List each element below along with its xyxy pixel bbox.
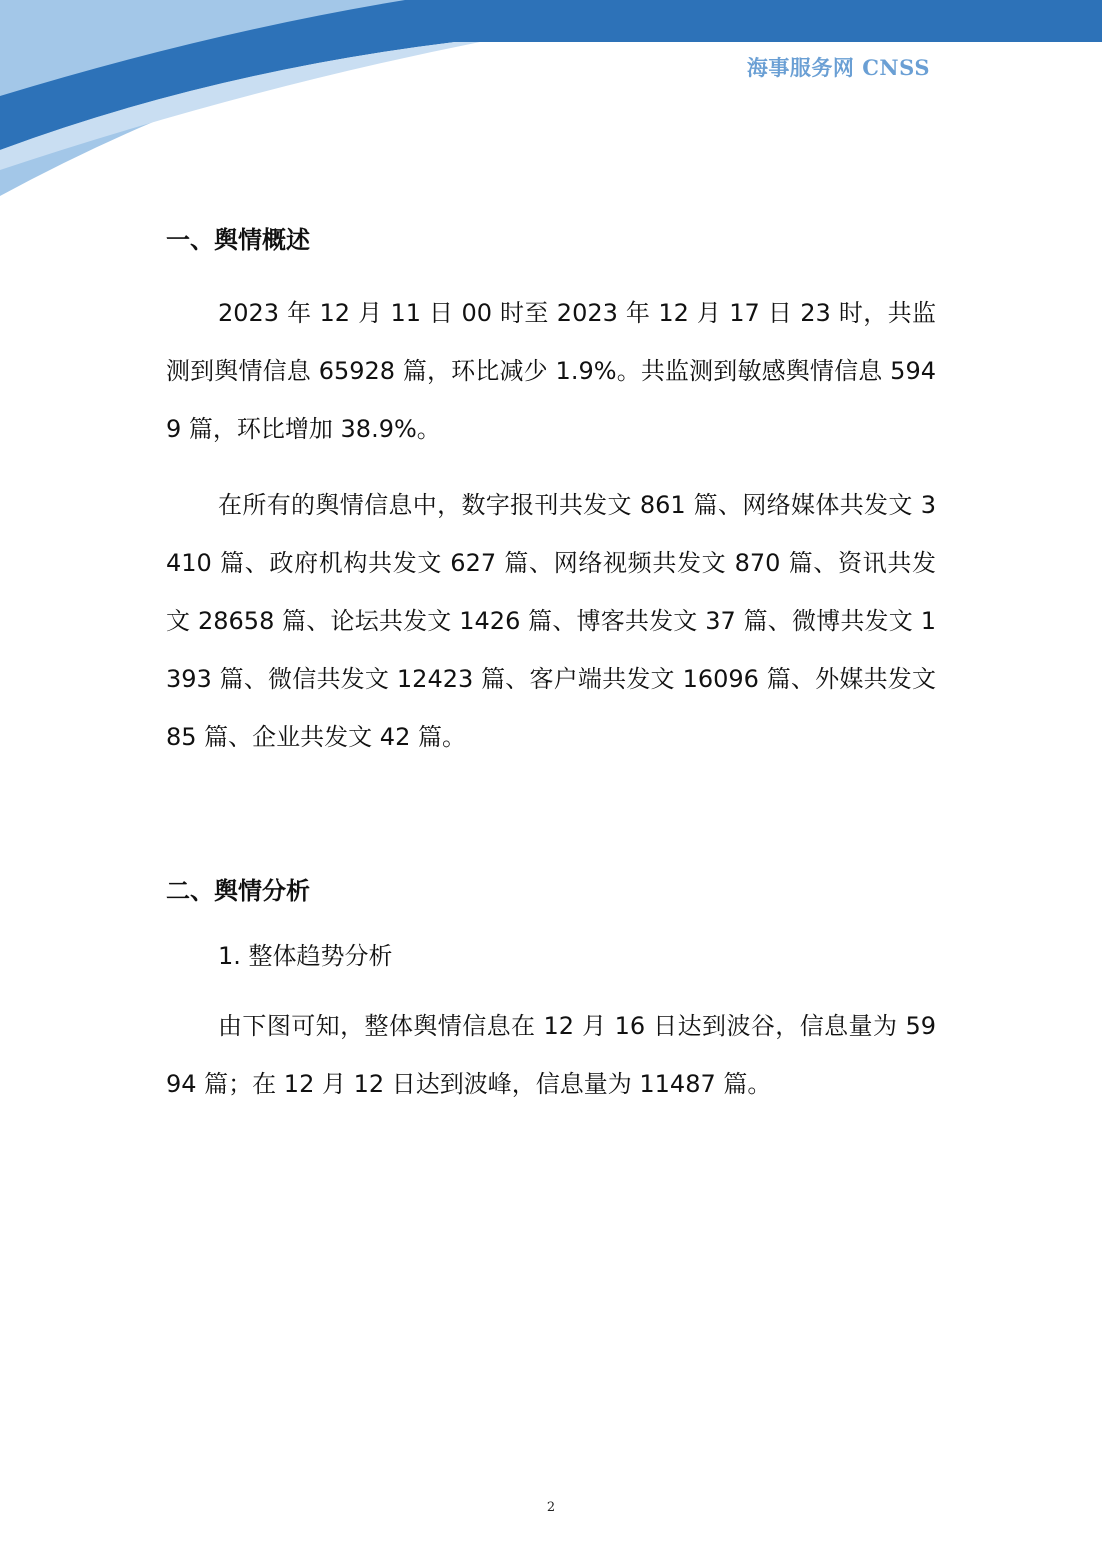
analysis-paragraph-1: 由下图可知，整体舆情信息在 12 月 16 日达到波谷，信息量为 5994 篇；在 12 月 12 日达到波峰，信息量为 11487 篇。 [166,1012,936,1098]
overview-paragraph-1: 2023 年 12 月 11 日 00 时至 2023 年 12 月 17 日 23 时，共监测到舆情信息 65928 篇，环比减少 1.9%。共监测到敏感舆情信息 5949 篇，环比增加 38.9%。 [166,299,936,443]
section-heading-overview: 一、舆情概述 [166,226,310,254]
subheading-trend-analysis: 1. 整体趋势分析 [218,942,393,970]
header-brand: 海事服务网 CNSS [746,55,930,80]
header-decoration [0,0,1102,210]
overview-paragraph-2: 在所有的舆情信息中，数字报刊共发文 861 篇、网络媒体共发文 3410 篇、政府机构共发文 627 篇、网络视频共发文 870 篇、资讯共发文 28658 篇、论坛共发文 1426 篇、博客共发文 37 篇、微博共发文 1393 篇、微信共发文 12423 篇、客户端共发文 16096 篇、外媒共发文 85 篇、企业共发文 42 篇。 [166,491,936,751]
page-number: 2 [546,1500,556,1515]
section-heading-analysis: 二、舆情分析 [166,877,310,905]
document-body [166,218,936,1113]
